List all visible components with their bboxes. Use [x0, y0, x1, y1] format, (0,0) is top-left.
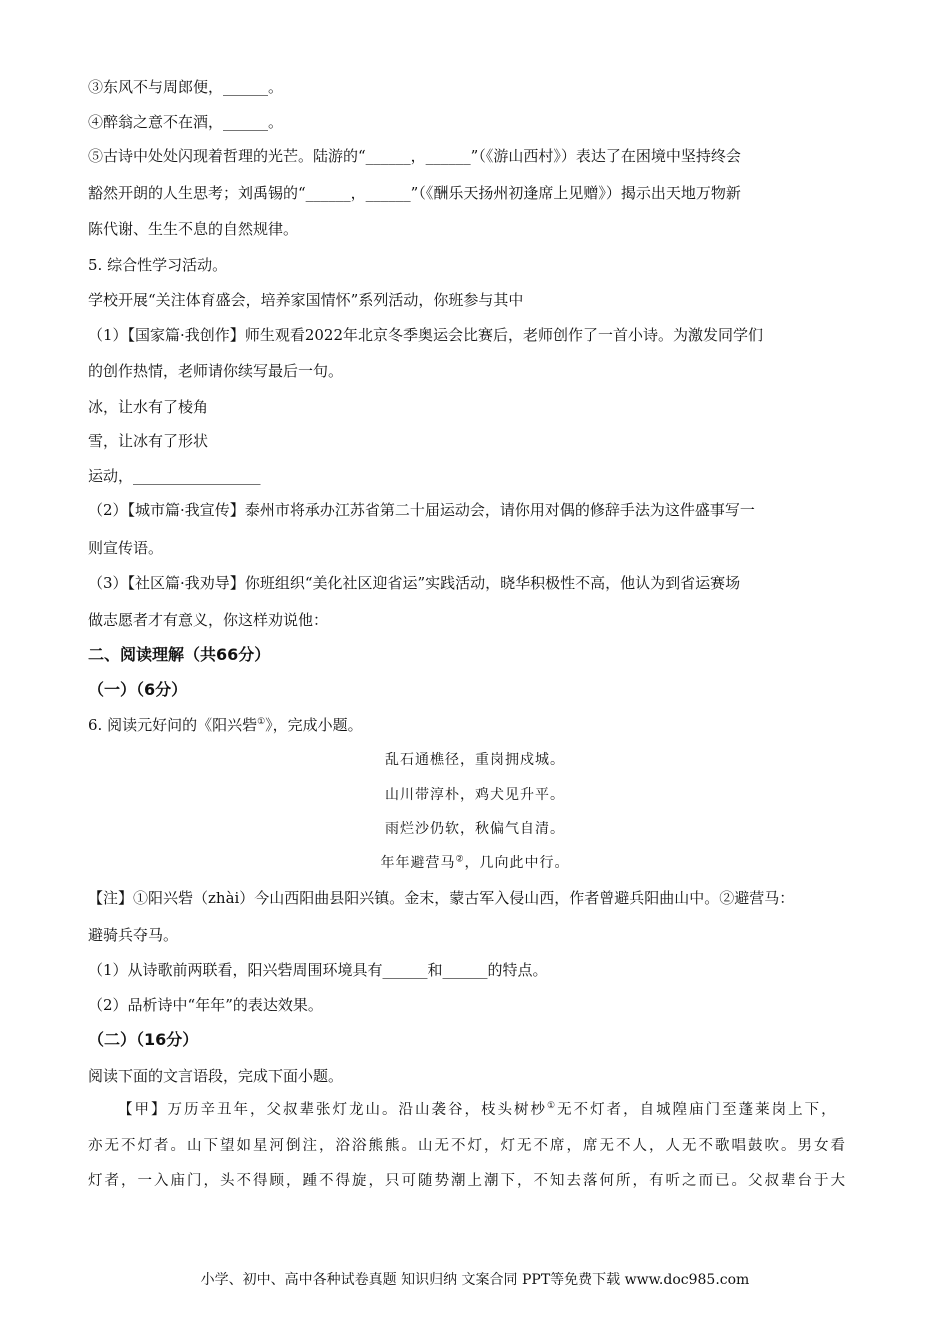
poem-line-4-b: ，几向此中行。: [464, 855, 570, 871]
poem-line-2: 山川带淳朴，鸡犬见升平。: [385, 787, 565, 803]
poem-line-snow: 雪，让冰有了形状: [88, 432, 209, 450]
footnote-marker-1: ①: [257, 717, 266, 727]
question-6-title: [88, 715, 363, 735]
classical-text-line1-b: 无不灯者，自城隍庙门至蓬莱岗上下，: [557, 1102, 838, 1118]
question-6-2: （2）品析诗中“年年”的表达效果。: [88, 996, 323, 1014]
poem-note-line1: 【注】①阳兴砦（zhài）今山西阳曲县阳兴镇。金末，蒙古军入侵山西，作者曾避兵阳曲山中。②避营马：: [88, 889, 795, 907]
section-heading-reading: 二、阅读理解（共66分）: [88, 645, 271, 664]
poem-line-4: [0, 853, 950, 873]
classical-text-line3: 灯者，一入庙门，头不得顾，踵不得旋，只可随势潮上潮下，不知去落何所，有听之而已。父叔辈台于大: [88, 1173, 847, 1189]
classical-text-line2: 亦无不灯者。山下望如星河倒注，浴浴熊熊。山无不灯，灯无不席，席无不人，人无不歌唱鼓吹。男女看: [88, 1138, 847, 1154]
question-5-intro: 学校开展“关注体育盛会，培养家国情怀”系列活动，你班参与其中: [88, 291, 524, 309]
page-footer: 小学、初中、高中各种试卷真题 知识归纳 文案合同 PPT等免费下载 www.doc985.com: [200, 1272, 750, 1288]
question-5-2-line2: 则宣传语。: [88, 539, 164, 557]
fill-blank-4: ④醉翁之意不在酒，______。: [88, 113, 284, 131]
poem-note-line2: 避骑兵夺马。: [88, 926, 179, 944]
question-6-text-b: 》，完成小题。: [265, 716, 363, 734]
question-5-3-line2: 做志愿者才有意义，你这样劝说他：: [88, 611, 329, 629]
question-5-3-line1: （3）【社区篇·我劝导】你班组织“美化社区迎省运”实践活动，晓华积极性不高，他认为到省运赛场: [88, 574, 741, 592]
poem-line-sport: 运动，_________________: [88, 467, 261, 485]
poem-line-1: 乱石通樵径，重岗拥戍城。: [385, 752, 565, 768]
poem-line-4-a: 年年避营马: [380, 855, 456, 871]
footnote-marker-2: ②: [455, 854, 465, 865]
question-5-title: 5. 综合性学习活动。: [88, 256, 228, 274]
fill-blank-5-line2: 豁然开朗的人生思考；刘禹锡的“______，______”（《酬乐天扬州初逢席上见赠》）揭示出天地万物新: [88, 184, 741, 202]
fill-blank-5-line1: ⑤古诗中处处闪现着哲理的光芒。陆游的“______，______”（《游山西村》）表达了在困境中坚持终会: [88, 147, 741, 165]
classical-text-line1: [118, 1100, 838, 1120]
fill-blank-5-line3: 陈代谢、生生不息的自然规律。: [88, 220, 299, 238]
poem-line-ice: 冰，让水有了棱角: [88, 398, 209, 416]
classical-intro: 阅读下面的文言语段，完成下面小题。: [88, 1067, 344, 1085]
question-6-text-a: 6. 阅读元好问的《阳兴砦: [88, 716, 258, 734]
subsection-heading-1: （一）（6分）: [88, 680, 188, 699]
poem-line-3: 雨烂沙仍软，秋偏气自清。: [385, 821, 565, 837]
classical-text-line1-a: 【甲】万历辛丑年，父叔辈张灯龙山。沿山袭谷，枝头树杪: [118, 1102, 547, 1118]
subsection-heading-2: （二）（16分）: [88, 1030, 199, 1049]
question-5-1-line1: （1）【国家篇·我创作】师生观看2022年北京冬季奥运会比赛后，老师创作了一首小诗。为激发同学们: [88, 326, 763, 344]
question-5-1-line2: 的创作热情，老师请你续写最后一句。: [88, 362, 344, 380]
fill-blank-3: ③东风不与周郎便，______。: [88, 78, 284, 96]
footnote-marker-3: ①: [547, 1101, 558, 1112]
question-6-1: （1）从诗歌前两联看，阳兴砦周围环境具有______和______的特点。: [88, 961, 548, 979]
question-5-2-line1: （2）【城市篇·我宣传】泰州市将承办江苏省第二十届运动会，请你用对偶的修辞手法为这件盛事写一: [88, 501, 755, 519]
